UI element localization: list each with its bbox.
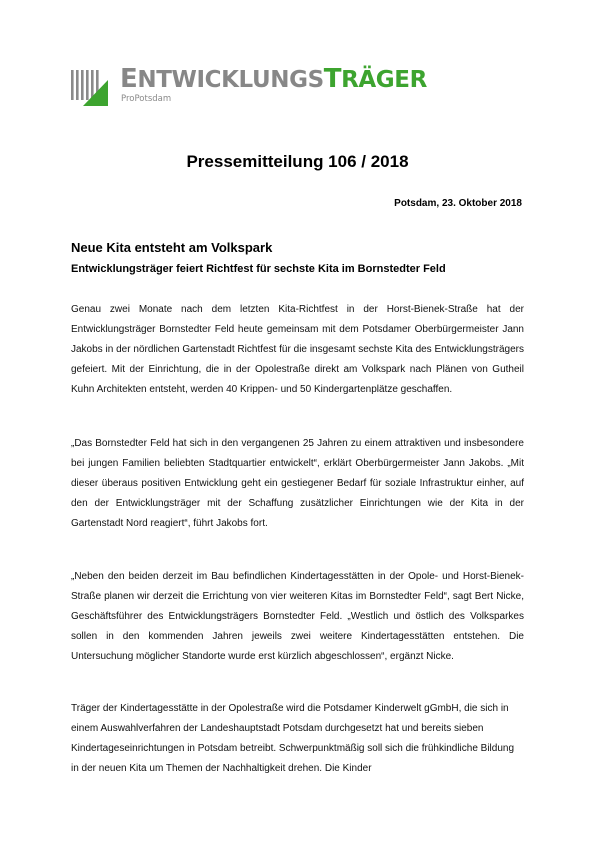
- logo-name: [120, 64, 427, 94]
- body-paragraph-1: Genau zwei Monate nach dem letzten Kita-Richtfest in der Horst-Bienek-Straße hat der Entwicklungsträger Bornstedter Feld heute gemeinsam mit dem Potsdamer Oberbürgermeister Jann Jakobs in der nördlichen Gartenstadt Richtfest für die insgesamt sechste Kita des Entwicklungsträgers gefeiert. Mit der Einrichtung, die in der Opolestraße direkt am Volkspark nach Plänen von Gutheil Kuhn Architekten entsteht, werden 40 Krippen- und 50 Kindergartenplätze geschaffen.: [71, 304, 524, 395]
- logo-name-second: TRÄGER: [323, 64, 427, 94]
- body-paragraph-4: Träger der Kindertagesstätte in der Opolestraße wird die Potsdamer Kinderwelt gGmbH, die sich in einem Auswahlverfahren der Landeshauptstadt Potsdam durchgesetzt hat und bereits sieben Kindertageseinrichtungen in Potsdam betreibt. Schwerpunktmäßig soll sich die frühkindliche Bildung in der neuen Kita um Themen der Nachhaltigkeit drehen. Die Kinder: [71, 703, 515, 774]
- subheadline: Entwicklungsträger feiert Richtfest für sechste Kita im Bornstedter Feld: [71, 263, 446, 275]
- body-paragraph-2: „Das Bornstedter Feld hat sich in den vergangenen 25 Jahren zu einem attraktiven und insbesondere bei jungen Familien beliebten Stadtquartier entwickelt“, erklärt Oberbürgermeister Jann Jakobs. „Mit dieser überaus positiven Entwicklung geht ein gestiegener Bedarf für soziale Infrastruktur einher, auf den der Entwicklungsträger mit der Schaffung zusätzlicher Einrichtungen wie der Kita in der Gartenstadt Nord reagiert“, führt Jakobs fort.: [71, 438, 524, 529]
- body-paragraph-3: „Neben den beiden derzeit im Bau befindlichen Kindertagesstätten in der Opole- und Horst-Bienek-Straße planen wir derzeit die Errichtung von vier weiteren Kitas im Bornstedter Feld“, sagt Bert Nicke, Geschäftsführer des Entwicklungsträgers Bornstedter Feld. „Westlich und östlich des Volksparkes sollen in den kommenden Jahren jeweils zwei weitere Kindertagesstätten entstehen. Die Untersuchung möglicher Standorte wurde erst kürzlich abgeschlossen“, ergänzt Nicke.: [71, 571, 524, 662]
- page-title: Pressemitteilung 106 / 2018: [186, 152, 409, 171]
- logo-mark-icon: [70, 69, 110, 107]
- headline: Neue Kita entsteht am Volkspark: [71, 240, 273, 255]
- logo-name-first: ENTWICKLUNGS: [120, 64, 324, 94]
- logo: [70, 64, 427, 110]
- logo-subtitle: ProPotsdam: [121, 94, 172, 104]
- dateline: Potsdam, 23. Oktober 2018: [394, 198, 522, 209]
